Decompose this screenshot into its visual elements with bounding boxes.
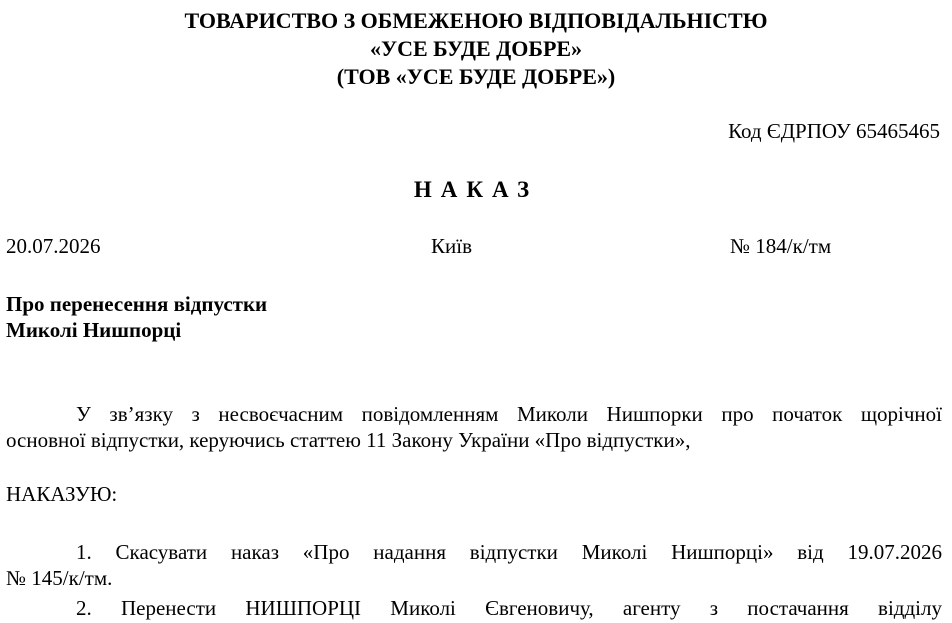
order-item-1 (6, 539, 942, 591)
order-item-2 (6, 595, 942, 621)
order-item-2-line1: 2. Перенести НИШПОРЦІ Миколі Євгеновичу, агенту з постачання відділу (76, 596, 942, 620)
org-name-line2: «УСЕ БУДЕ ДОБРЕ» (369, 36, 583, 61)
preamble-line2: основної відпустки, керуючись статтею 11 Закону України «Про відпустки», (6, 428, 691, 452)
document-number: № 184/к/тм (730, 234, 832, 258)
preamble-paragraph (6, 401, 942, 453)
order-item-1-line1: 1. Скасувати наказ «Про надання відпустки Миколі Нишпорці» від 19.07.2026 (76, 540, 942, 564)
org-short-name: (ТОВ «УСЕ БУДЕ ДОБРЕ») (336, 64, 616, 89)
org-name-line1: ТОВАРИСТВО З ОБМЕЖЕНОЮ ВІДПОВІДАЛЬНІСТЮ (184, 8, 768, 33)
subject-line1: Про перенесення відпустки (6, 292, 268, 316)
document-date: 20.07.2026 (6, 234, 101, 258)
order-item-1-line2: № 145/к/тм. (6, 566, 113, 590)
subject-line2: Миколі Нишпорці (6, 318, 182, 342)
document-title: НАКАЗ (413, 177, 539, 202)
edrpou-code: Код ЄДРПОУ 65465465 (728, 119, 940, 143)
document-city: Київ (431, 234, 472, 258)
order-word: НАКАЗУЮ: (6, 482, 118, 506)
preamble-line1: У зв’язку з несвоєчасним повідомленням Миколи Нишпорки про початок щорічної (76, 402, 942, 426)
